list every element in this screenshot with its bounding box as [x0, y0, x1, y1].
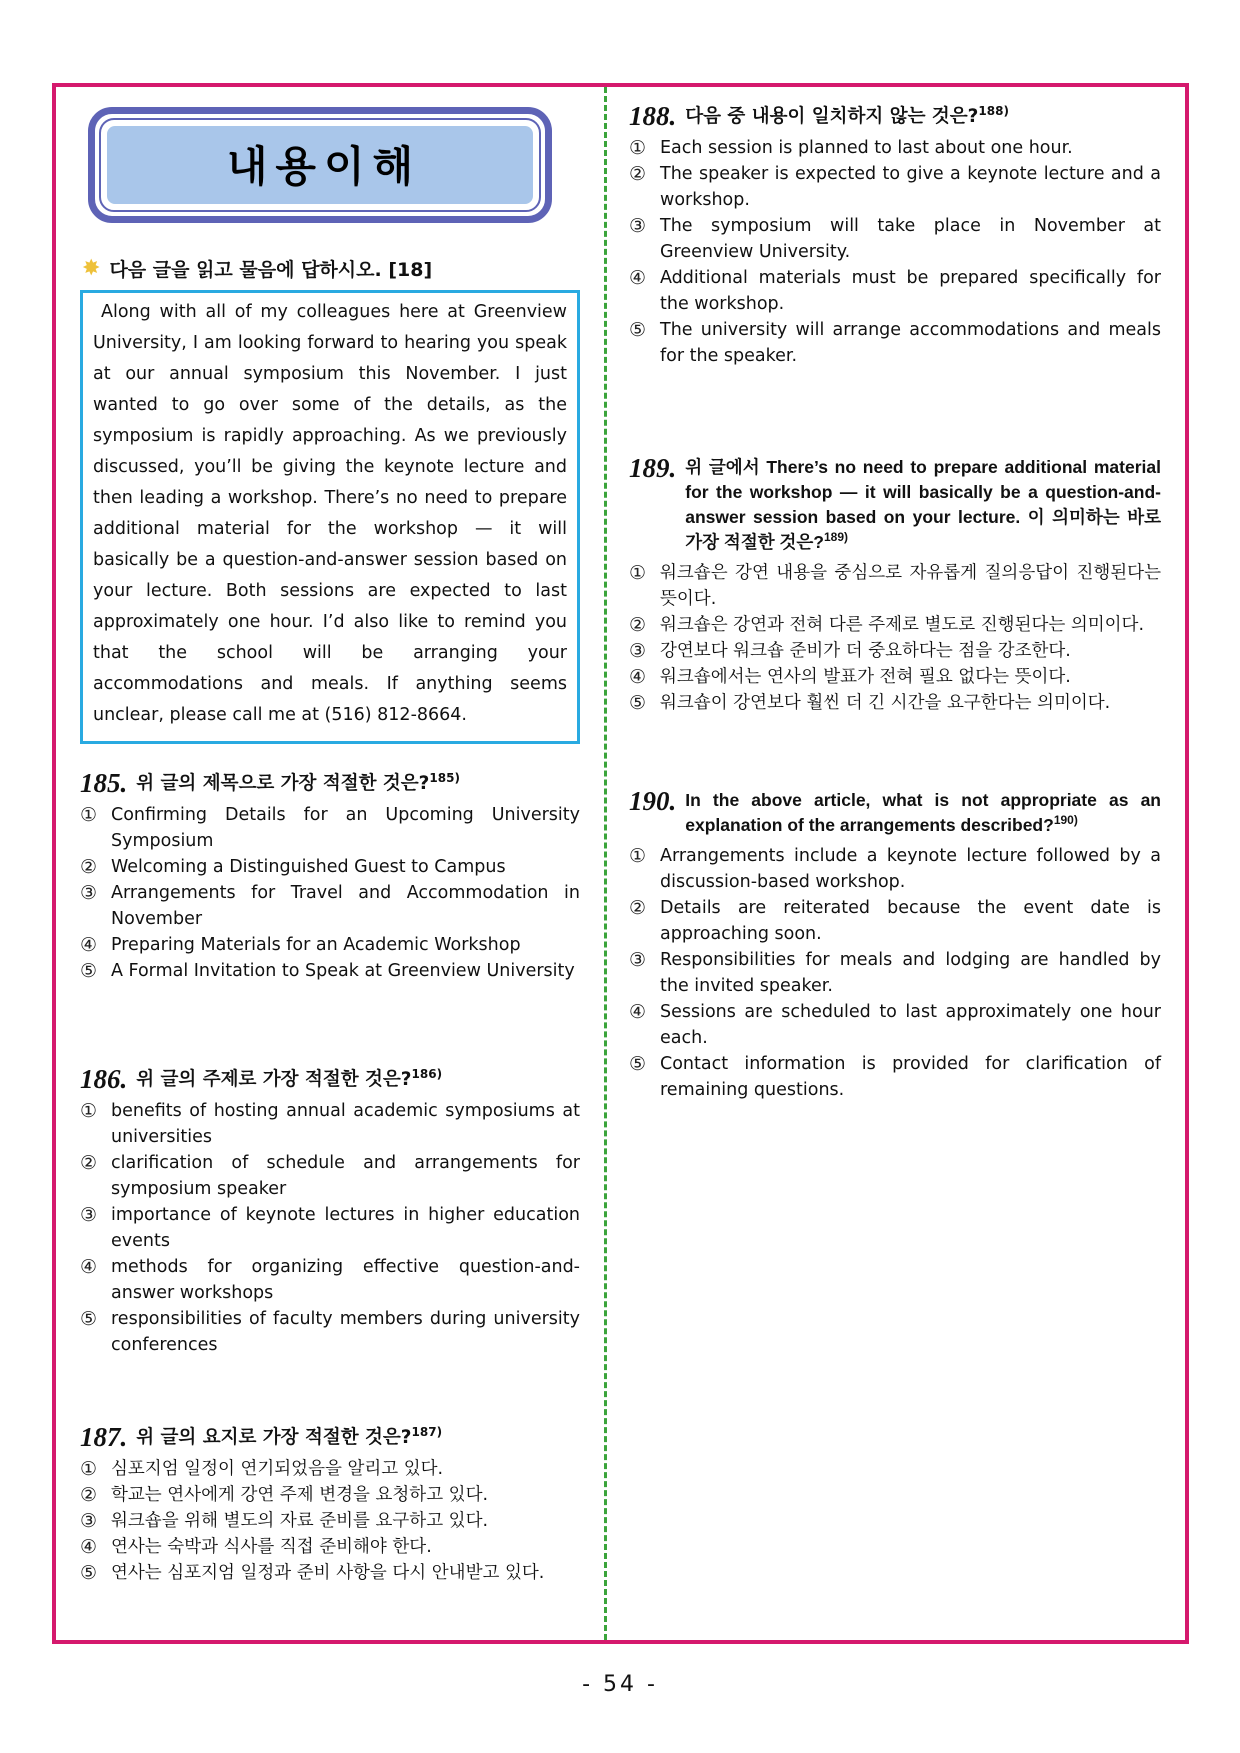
- option-marker: ④: [629, 1001, 647, 1023]
- options-list: [629, 135, 1161, 369]
- quoted-sentence: There’s no need to prepare additional material for the workshop — it will basically be a question-and-answer session based on your lecture.: [685, 457, 1161, 527]
- footnote-ref: 188): [978, 103, 1009, 118]
- option-text: methods for organizing effective question-and-answer workshops: [111, 1257, 580, 1303]
- option-row: [80, 880, 580, 932]
- option-row: [629, 265, 1161, 317]
- question-number: 185.: [80, 768, 128, 798]
- section-badge-ring: [99, 118, 541, 212]
- option-marker: ③: [629, 949, 647, 971]
- question-185: [80, 770, 580, 984]
- option-row: [80, 932, 580, 958]
- options-list: [80, 1098, 580, 1358]
- option-text: 학교는 연사에게 강연 주제 변경을 요청하고 있다.: [111, 1485, 489, 1505]
- option-row: [80, 1098, 580, 1150]
- left-column: [56, 87, 604, 1640]
- option-row: [629, 1051, 1161, 1103]
- option-text: 강연보다 워크숍 준비가 더 중요하다는 점을 강조한다.: [660, 641, 1071, 661]
- option-text: The symposium will take place in November at Greenview University.: [660, 216, 1161, 262]
- option-row: [80, 854, 580, 880]
- option-row: [80, 1150, 580, 1202]
- option-row: [629, 664, 1161, 690]
- option-marker: ①: [80, 804, 98, 826]
- option-text: Arrangements for Travel and Accommodation in November: [111, 883, 580, 929]
- question-188: [629, 103, 1161, 369]
- options-list: [80, 1456, 580, 1586]
- question-185-head: [80, 770, 580, 797]
- option-text: 워크숍은 강연 내용을 중심으로 자유롭게 질의응답이 진행된다는 뜻이다.: [660, 563, 1161, 609]
- question-stem: [685, 455, 1161, 555]
- option-marker: ③: [80, 1510, 98, 1532]
- option-row: [629, 638, 1161, 664]
- footnote-ref: 190): [1053, 813, 1078, 828]
- question-190-head: [629, 788, 1161, 838]
- question-187: [80, 1424, 580, 1586]
- option-marker: ①: [629, 137, 647, 159]
- option-marker: ④: [629, 267, 647, 289]
- stem-text: 위 글의 주제로 가장 적절한 것은?: [136, 1069, 412, 1090]
- option-row: [629, 317, 1161, 369]
- option-marker: ②: [629, 163, 647, 185]
- option-marker: ①: [629, 845, 647, 867]
- option-row: [80, 958, 580, 984]
- option-text: 워크숍에서는 연사의 발표가 전혀 필요 없다는 뜻이다.: [660, 667, 1071, 687]
- footnote-ref: 185): [429, 770, 460, 785]
- option-text: 워크숍을 위해 별도의 자료 준비를 요구하고 있다.: [111, 1511, 489, 1531]
- question-number: 189.: [629, 453, 677, 483]
- option-row: [80, 1456, 580, 1482]
- option-row: [629, 947, 1161, 999]
- option-marker: ②: [80, 856, 98, 878]
- option-marker: ①: [629, 562, 647, 584]
- option-text: A Formal Invitation to Speak at Greenview University: [111, 961, 575, 981]
- stem-text: 위 글의 제목으로 가장 적절한 것은?: [136, 773, 430, 794]
- stem-text: 다음 중 내용이 일치하지 않는 것은?: [685, 106, 979, 127]
- option-marker: ②: [629, 614, 647, 636]
- instruction-text: 다음 글을 읽고 물음에 답하시오. [18]: [109, 259, 433, 281]
- question-188-head: [629, 103, 1161, 130]
- option-marker: ②: [80, 1484, 98, 1506]
- option-marker: ②: [629, 897, 647, 919]
- section-title: 내용이해: [105, 124, 535, 206]
- option-text: 워크숍이 강연보다 훨씬 더 긴 시간을 요구한다는 의미이다.: [660, 693, 1111, 713]
- option-row: [80, 1254, 580, 1306]
- option-text: The speaker is expected to give a keynote lecture and a workshop.: [660, 164, 1161, 210]
- options-list: [629, 560, 1161, 716]
- option-text: Welcoming a Distinguished Guest to Campus: [111, 857, 506, 877]
- option-text: 심포지엄 일정이 연기되었음을 알리고 있다.: [111, 1459, 444, 1479]
- option-row: [80, 1482, 580, 1508]
- question-number: 187.: [80, 1422, 128, 1452]
- option-marker: ①: [80, 1100, 98, 1122]
- question-187-head: [80, 1424, 580, 1451]
- option-text: Confirming Details for an Upcoming University Symposium: [111, 805, 580, 851]
- stem-text: 위 글의 요지로 가장 적절한 것은?: [136, 1427, 412, 1448]
- option-marker: ⑤: [80, 960, 98, 982]
- option-marker: ③: [80, 1204, 98, 1226]
- footnote-ref: 187): [411, 1424, 443, 1439]
- option-marker: ⑤: [629, 319, 647, 341]
- option-text: 워크숍은 강연과 전혀 다른 주제로 별도로 진행된다는 의미이다.: [660, 615, 1145, 635]
- option-marker: ③: [80, 882, 98, 904]
- option-text: benefits of hosting annual academic symposiums at universities: [111, 1101, 580, 1147]
- option-marker: ③: [629, 215, 647, 237]
- option-row: [629, 690, 1161, 716]
- two-column-layout: [56, 87, 1185, 1640]
- option-text: 연사는 숙박과 식사를 직접 준비해야 한다.: [111, 1537, 432, 1557]
- option-text: Responsibilities for meals and lodging are handled by the invited speaker.: [660, 950, 1161, 996]
- option-text: 연사는 심포지엄 일정과 준비 사항을 다시 안내받고 있다.: [111, 1563, 545, 1583]
- option-text: The university will arrange accommodations and meals for the speaker.: [660, 320, 1161, 366]
- option-row: [629, 560, 1161, 612]
- option-marker: ②: [80, 1152, 98, 1174]
- option-row: [629, 999, 1161, 1051]
- question-stem: [136, 770, 580, 797]
- options-list: [629, 843, 1161, 1103]
- question-number: 188.: [629, 101, 677, 131]
- option-marker: ⑤: [80, 1562, 98, 1584]
- option-row: [629, 895, 1161, 947]
- option-marker: ①: [80, 1458, 98, 1480]
- option-text: Sessions are scheduled to last approximately one hour each.: [660, 1002, 1161, 1048]
- option-row: [80, 1202, 580, 1254]
- passage-text: Along with all of my colleagues here at Greenview University, I am looking forward to hearing you speak at our annual symposium this November. I just wanted to go over some of the details, as the symposium is rapidly approaching. As we previously discussed, you’ll be giving the keynote lecture and then leading a workshop. There’s no need to prepare additional material for the workshop — it will basically be a question-and-answer session based on your lecture. Both sessions are expected to last approximately one hour. I’d also like to remind you that the school will be arranging your accommodations and meals. If anything seems unclear, please call me at (516) 812-8664.: [93, 302, 567, 725]
- option-row: [629, 213, 1161, 265]
- option-row: [80, 802, 580, 854]
- question-189: [629, 455, 1161, 716]
- question-stem: [136, 1066, 580, 1093]
- question-190: [629, 788, 1161, 1103]
- reading-passage-box: [80, 290, 580, 744]
- option-text: Arrangements include a keynote lecture followed by a discussion-based workshop.: [660, 846, 1161, 892]
- option-marker: ④: [80, 1256, 98, 1278]
- option-text: Contact information is provided for clarification of remaining questions.: [660, 1054, 1161, 1100]
- option-text: responsibilities of faculty members during university conferences: [111, 1309, 580, 1355]
- option-row: [80, 1306, 580, 1358]
- option-marker: ⑤: [80, 1308, 98, 1330]
- footnote-ref: 189): [824, 530, 849, 545]
- question-186-head: [80, 1066, 580, 1093]
- option-text: Additional materials must be prepared specifically for the workshop.: [660, 268, 1161, 314]
- question-stem: [685, 103, 1161, 130]
- stem-text: In the above article, what is not appropriate as an explanation of the arrangements described?: [685, 790, 1161, 835]
- option-marker: ④: [80, 934, 98, 956]
- page-border-frame: [52, 83, 1189, 1644]
- instruction-line: [82, 255, 580, 282]
- option-marker: ③: [629, 640, 647, 662]
- section-badge: [88, 107, 552, 223]
- option-marker: ④: [629, 666, 647, 688]
- option-marker: ⑤: [629, 692, 647, 714]
- question-number: 186.: [80, 1064, 128, 1094]
- stem-text: 이 의미하는 바로 가장 적절한 것은?: [685, 507, 1161, 552]
- flower-star-icon: ✸: [82, 255, 101, 281]
- option-text: clarification of schedule and arrangements for symposium speaker: [111, 1153, 580, 1199]
- stem-text: 위 글에서: [685, 457, 760, 477]
- option-row: [629, 161, 1161, 213]
- options-list: [80, 802, 580, 984]
- option-row: [629, 135, 1161, 161]
- question-number: 190.: [629, 786, 677, 816]
- option-row: [80, 1560, 580, 1586]
- question-stem: [136, 1424, 580, 1451]
- option-row: [80, 1508, 580, 1534]
- option-text: Details are reiterated because the event date is approaching soon.: [660, 898, 1161, 944]
- page-number: - 54 -: [582, 1672, 658, 1697]
- option-text: Preparing Materials for an Academic Workshop: [111, 935, 521, 955]
- option-row: [629, 612, 1161, 638]
- option-marker: ④: [80, 1536, 98, 1558]
- option-text: Each session is planned to last about one hour.: [660, 138, 1073, 158]
- question-stem: [685, 788, 1161, 838]
- question-186: [80, 1066, 580, 1358]
- question-189-head: [629, 455, 1161, 555]
- option-row: [80, 1534, 580, 1560]
- option-row: [629, 843, 1161, 895]
- footnote-ref: 186): [411, 1066, 443, 1081]
- option-marker: ⑤: [629, 1053, 647, 1075]
- option-text: importance of keynote lectures in higher education events: [111, 1205, 580, 1251]
- right-column: [604, 87, 1185, 1640]
